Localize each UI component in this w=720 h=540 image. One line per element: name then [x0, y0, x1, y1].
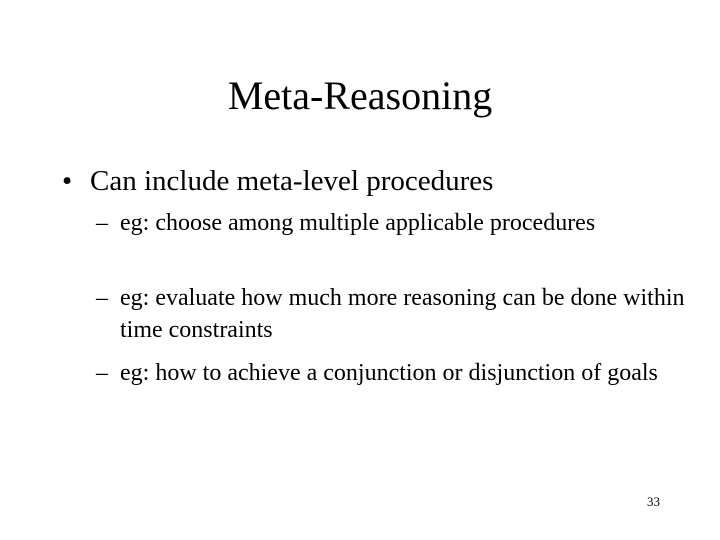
dash-glyph: –: [96, 360, 108, 386]
slide-title: Meta-Reasoning: [227, 73, 493, 118]
bullet-glyph: •: [62, 165, 73, 197]
bullet-text: Can include meta-level procedures: [90, 165, 494, 197]
sub-bullet-item: [96, 207, 696, 239]
page-number: 33: [647, 494, 660, 509]
sub-bullet-item: [96, 357, 696, 389]
dash-glyph: –: [96, 210, 108, 236]
sub-bullet-text: eg: evaluate how much more reasoning can be done within time constraints: [120, 285, 685, 343]
sub-bullet-text: eg: choose among multiple applicable procedures: [120, 210, 596, 236]
dash-glyph: –: [96, 285, 108, 311]
sub-bullet-item: [96, 282, 696, 346]
sub-bullet-text: eg: how to achieve a conjunction or disjunction of goals: [120, 360, 658, 386]
bullet-item: [62, 163, 493, 199]
